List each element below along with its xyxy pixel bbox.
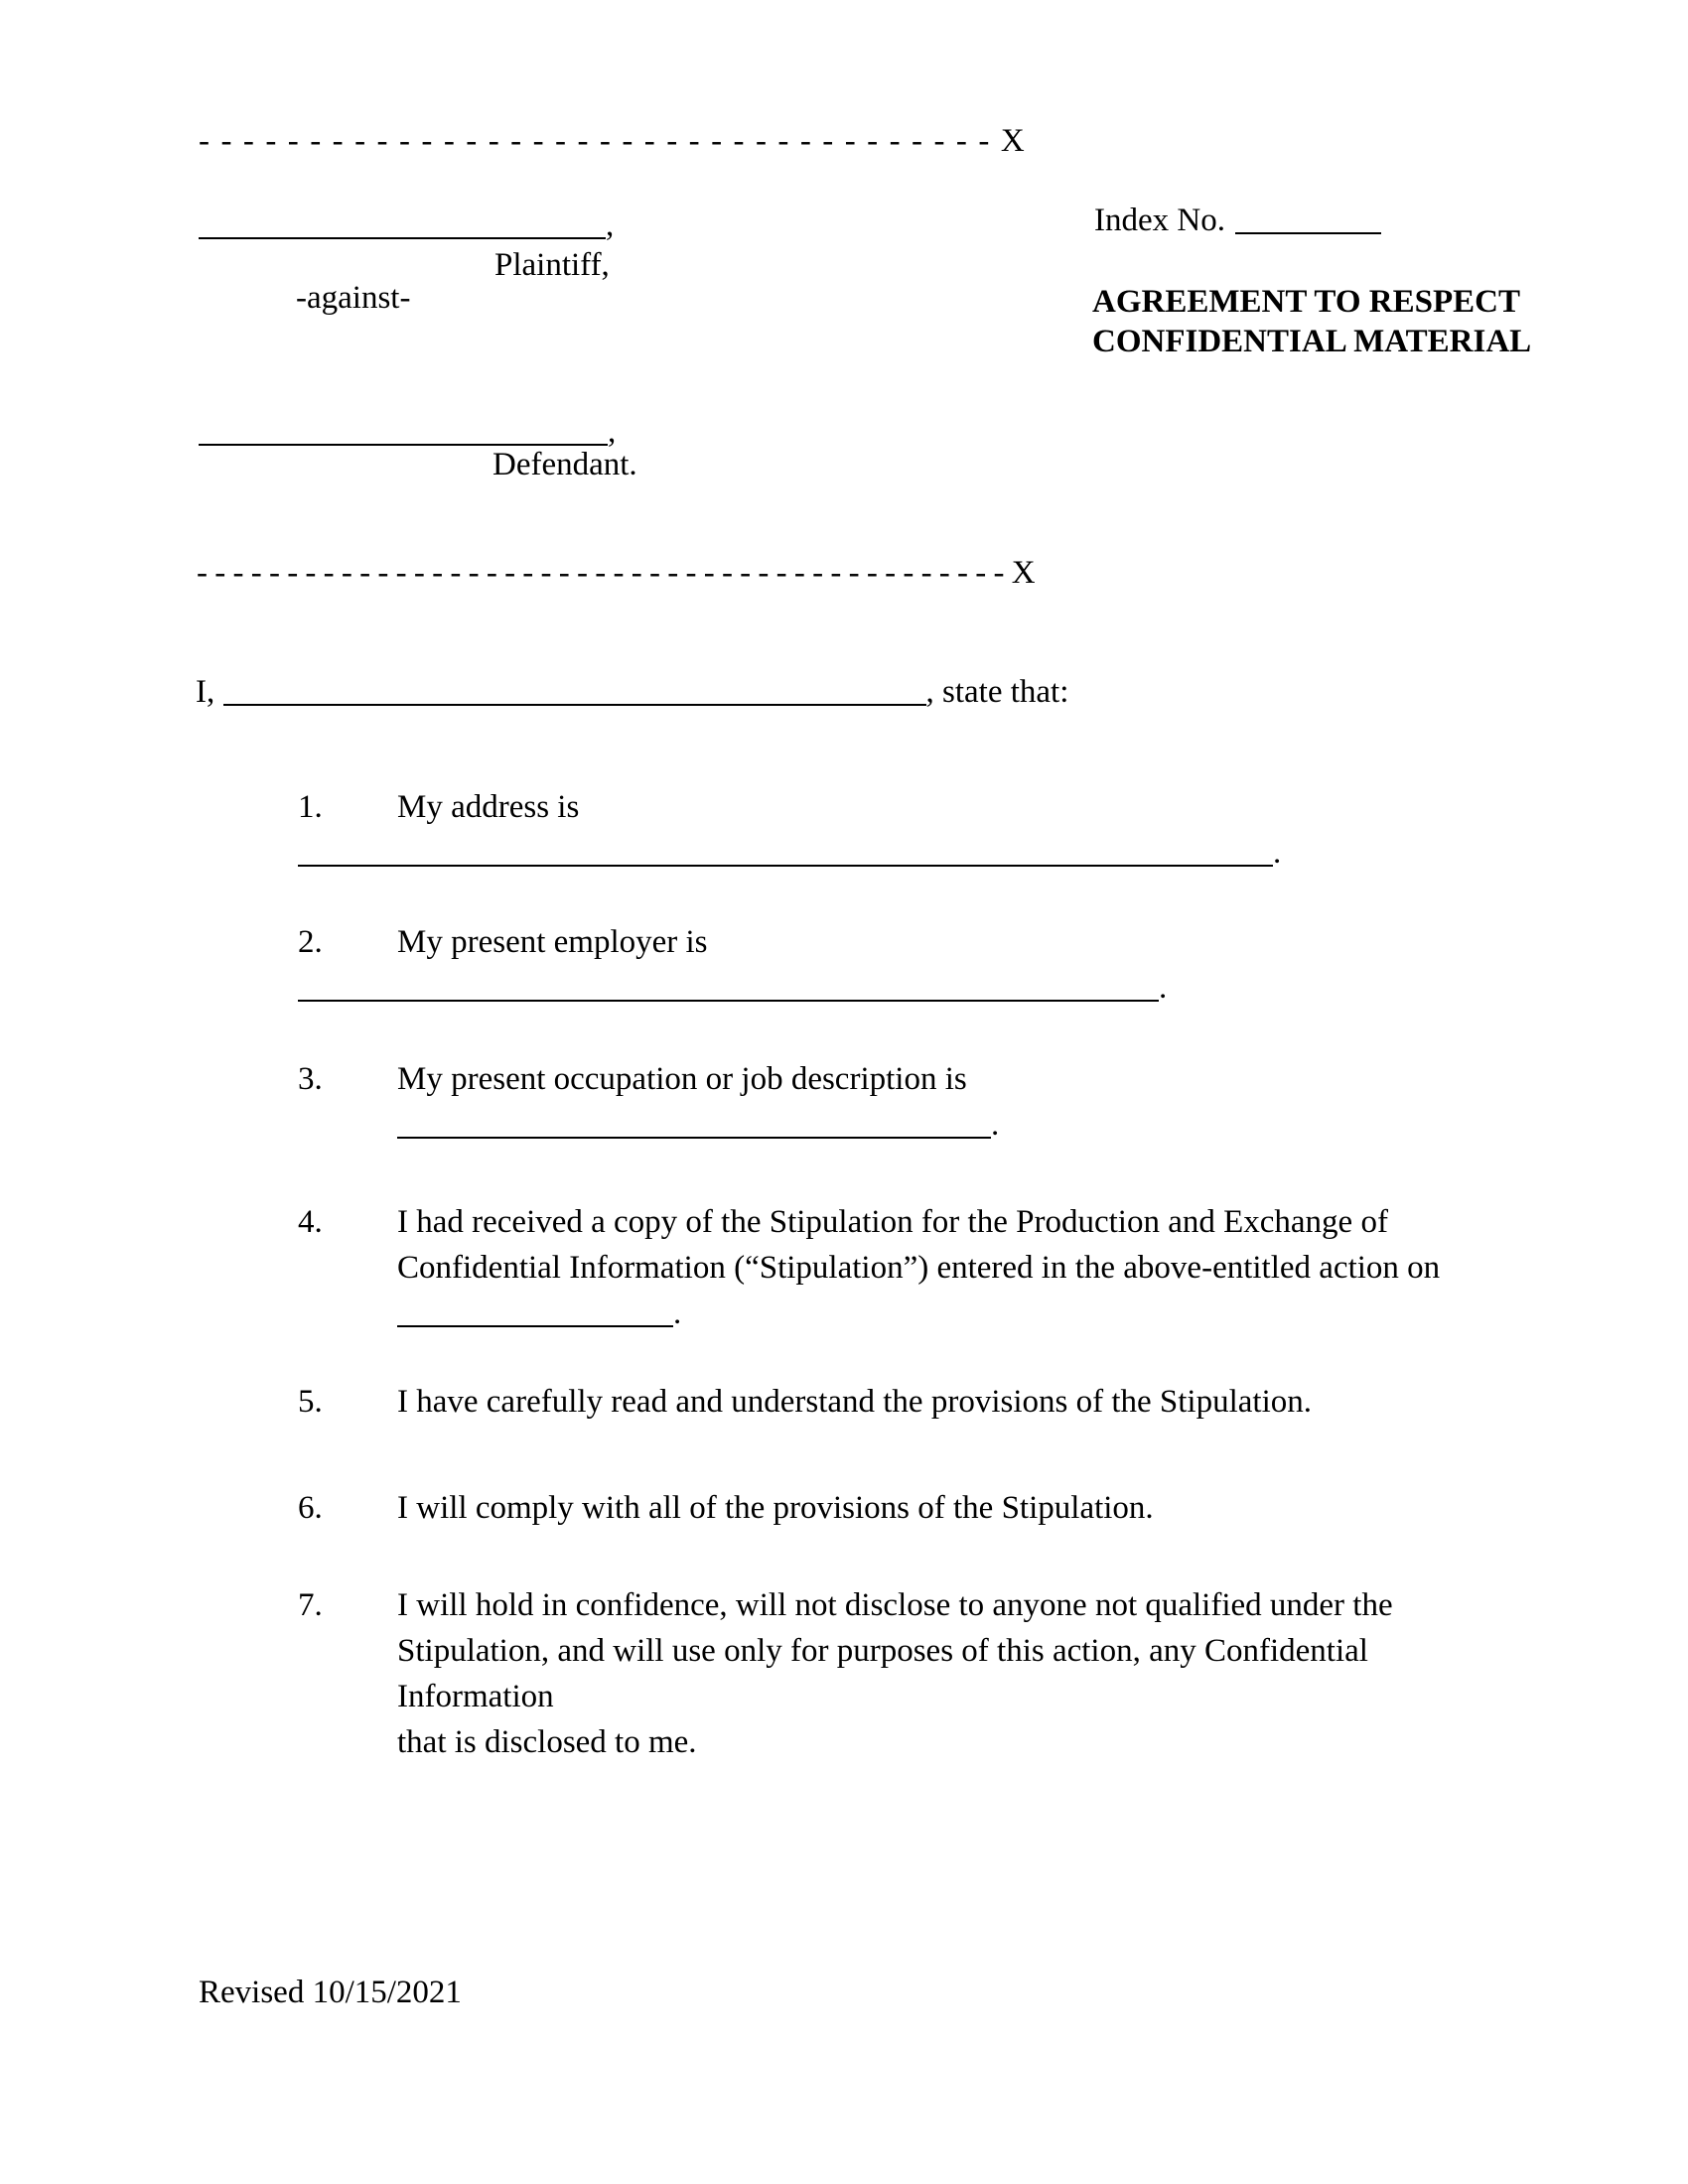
document-title-line2: CONFIDENTIAL MATERIAL	[1092, 324, 1532, 359]
document-title-line1: AGREEMENT TO RESPECT	[1092, 284, 1520, 320]
item-body	[397, 1056, 1489, 1148]
item-body	[397, 919, 1489, 1011]
item-number: 6.	[298, 1490, 323, 1526]
item-blank-row	[397, 1291, 1489, 1336]
item-number: 7.	[298, 1587, 323, 1623]
item-body	[397, 784, 1489, 876]
affiant-name-blank	[223, 704, 926, 706]
statement-list	[298, 784, 1489, 1765]
item-text-line2: Confidential Information (“Stipulation”) entered in the above-entitled action on	[397, 1250, 1441, 1286]
plaintiff-name-comma: ,	[606, 207, 615, 243]
item-text-line1: I had received a copy of the Stipulation for the Production and Exchange of	[397, 1204, 1388, 1240]
list-item-2	[298, 919, 1489, 1011]
defendant-label: Defendant.	[492, 447, 637, 482]
item-body	[397, 1199, 1489, 1336]
item-text: My present occupation or job description is	[397, 1061, 967, 1097]
item-body	[397, 1582, 1489, 1765]
list-item-5	[298, 1379, 1489, 1425]
item-blank-row	[298, 830, 1489, 876]
list-item-6	[298, 1485, 1489, 1531]
index-no-line	[1094, 198, 1381, 243]
blank-tail: .	[991, 1107, 1000, 1143]
item-text-line3: that is disclosed to me.	[397, 1724, 697, 1760]
affiant-prefix: I,	[196, 674, 215, 710]
affiant-line	[196, 669, 1068, 715]
list-item-1	[298, 784, 1489, 876]
index-no-label: Index No.	[1094, 203, 1225, 238]
plaintiff-name-blank	[199, 237, 606, 239]
plaintiff-label: Plaintiff,	[494, 247, 610, 283]
item-text-line1: I will hold in confidence, will not disclose to anyone not qualified under the	[397, 1587, 1393, 1623]
item-number: 2.	[298, 924, 323, 960]
item-body	[397, 1379, 1489, 1425]
item-number: 1.	[298, 789, 323, 825]
caption-divider-top: - - - - - - - - - - - - - - - - - - - - - - - - - - - - - - - - - - - - X	[199, 123, 1027, 159]
list-item-3	[298, 1056, 1489, 1148]
blank-tail: .	[1273, 835, 1282, 871]
item-text: My present employer is	[397, 924, 708, 960]
date-blank	[397, 1325, 673, 1327]
revision-note: Revised 10/15/2021	[199, 1975, 462, 2010]
employer-blank	[298, 1000, 1159, 1002]
item-number: 4.	[298, 1204, 323, 1240]
affiant-suffix: , state that:	[925, 674, 1069, 710]
caption-divider-bottom: - - - - - - - - - - - - - - - - - - - - - - - - - - - - - - - - - - - - - - - - - - - - - X	[197, 555, 1036, 591]
item-blank-row	[298, 965, 1489, 1011]
blank-tail: .	[673, 1296, 682, 1331]
defendant-name-comma: ,	[608, 414, 617, 450]
occupation-blank	[397, 1137, 991, 1139]
blank-tail: .	[1159, 970, 1168, 1006]
item-text-line2: Stipulation, and will use only for purposes of this action, any Confidential Information	[397, 1633, 1368, 1714]
item-number: 3.	[298, 1061, 323, 1097]
document-title	[1092, 282, 1531, 361]
against-label: -against-	[296, 280, 411, 316]
item-text: My address is	[397, 789, 580, 825]
item-number: 5.	[298, 1384, 323, 1420]
item-text: I have carefully read and understand the provisions of the Stipulation.	[397, 1384, 1312, 1420]
index-no-blank	[1235, 232, 1381, 234]
list-item-4	[298, 1199, 1489, 1336]
address-blank	[298, 865, 1273, 867]
item-body	[397, 1485, 1489, 1531]
item-text: I will comply with all of the provisions of the Stipulation.	[397, 1490, 1154, 1526]
item-blank-row	[397, 1102, 1489, 1148]
list-item-7	[298, 1582, 1489, 1765]
